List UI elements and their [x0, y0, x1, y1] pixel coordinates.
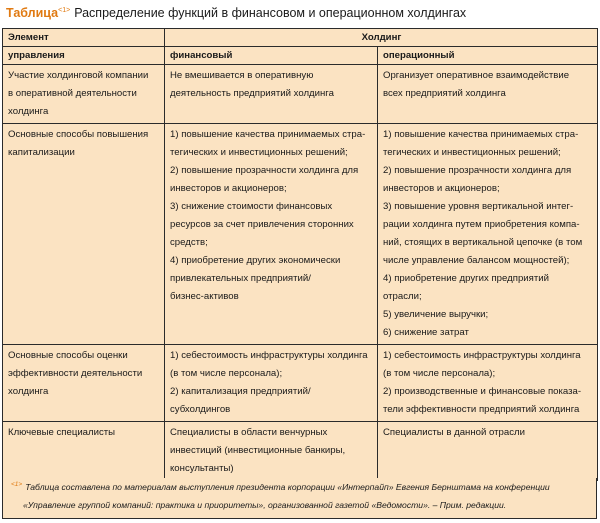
cell-text-line: тегических и инвестиционных решений;	[170, 147, 348, 158]
financial-cell	[165, 124, 378, 345]
footnote-line-2: «Управление группой компаний: практика и приоритеты», организованной газетой «Ведомости». – Прим. редакции.	[23, 500, 507, 510]
cell-text-line: холдинга	[8, 106, 49, 117]
cell-text-line: Специалисты в данной отрасли	[383, 427, 525, 438]
table-row	[3, 124, 598, 345]
cell-text-line: 2) капитализация предприятий/	[170, 386, 311, 397]
cell-text-line: Участие холдинговой компании	[8, 70, 149, 81]
cell-text-line: всех предприятий холдинга	[383, 88, 506, 99]
cell-text-line: отрасли;	[383, 291, 422, 302]
cell-text-line: в оперативной деятельности	[8, 88, 137, 99]
table-title-label: Таблица	[6, 6, 59, 20]
cell-text-line: Специалисты в области венчурных	[170, 427, 328, 438]
cell-text-line: холдинга	[8, 386, 49, 397]
footnote-line-1	[11, 481, 550, 492]
cell-text-line: Ключевые специалисты	[8, 427, 116, 438]
cell-text-line: Не вмешивается в оперативную	[170, 70, 314, 81]
table-row	[3, 345, 598, 422]
cell-text-line: 2) повышение прозрачности холдинга для	[383, 165, 572, 176]
operational-cell	[378, 422, 598, 481]
element-header-line1: Элемент	[3, 29, 165, 47]
cell-text-line: Основные способы оценки	[8, 350, 128, 361]
cell-text-line: 3) повышение уровня вертикальной интег-	[383, 201, 574, 212]
operational-cell	[378, 65, 598, 124]
cell-text-line: 1) себестоимость инфраструктуры холдинга	[383, 350, 581, 361]
table-title-text: Распределение функций в финансовом и операционном холдингах	[74, 6, 467, 20]
cell-text-line: 3) снижение стоимости финансовых	[170, 201, 333, 212]
cell-text-line: 2) повышение прозрачности холдинга для	[170, 165, 359, 176]
cell-text-line: 4) приобретение других экономически	[170, 255, 341, 266]
cell-text-line: инвесторов и акционеров;	[170, 183, 287, 194]
table-body	[3, 65, 598, 481]
cell-text-line: субхолдингов	[170, 404, 231, 415]
table-row	[3, 422, 598, 481]
cell-text-line: ний, стоящих в вертикальной цепочке (в том	[383, 237, 583, 248]
cell-text-line: Основные способы повышения	[8, 129, 149, 140]
cell-text-line: инвестиций (инвестиционные банкиры,	[170, 445, 346, 456]
cell-text-line: Организует оперативное взаимодействие	[383, 70, 570, 81]
financial-cell	[165, 422, 378, 481]
footnote-text-1: Таблица составлена по материалам выступления президента корпорации «Интерпайп» Евгения Бернштама на конференции	[25, 481, 550, 492]
element-header-line2: управления	[3, 47, 165, 65]
element-cell	[3, 422, 165, 481]
cell-text-line: инвесторов и акционеров;	[383, 183, 500, 194]
cell-text-line: 1) повышение качества принимаемых стра-	[170, 129, 366, 140]
footnote-reference-mark: <1>	[58, 6, 71, 14]
operational-column-header: операционный	[378, 47, 598, 65]
cell-text-line: 2) производственные и финансовые показа-	[383, 386, 582, 397]
cell-text-line: средств;	[170, 237, 208, 248]
footnote	[2, 478, 597, 519]
cell-text-line: деятельность предприятий холдинга	[170, 88, 334, 99]
cell-text-line: привлекательных предприятий/	[170, 273, 311, 284]
table-title	[6, 6, 466, 20]
cell-text-line: консультанты)	[170, 463, 234, 474]
cell-text-line: тегических и инвестиционных решений;	[383, 147, 561, 158]
cell-text-line: капитализации	[8, 147, 75, 158]
operational-cell	[378, 345, 598, 422]
footnote-mark: <1>	[11, 481, 23, 488]
element-cell	[3, 124, 165, 345]
cell-text-line: 6) снижение затрат	[383, 327, 469, 338]
cell-text-line: числе управление балансом мощностей);	[383, 255, 570, 266]
header-row-bottom	[3, 47, 598, 65]
element-cell	[3, 345, 165, 422]
financial-column-header: финансовый	[165, 47, 378, 65]
header-row-top	[3, 29, 598, 47]
cell-text-line: бизнес-активов	[170, 291, 239, 302]
cell-text-line: рации холдинга путем приобретения компа-	[383, 219, 580, 230]
cell-text-line: 4) приобретение других предприятий	[383, 273, 549, 284]
cell-text-line: (в том числе персонала);	[170, 368, 283, 379]
cell-text-line: тели эффективности предприятий холдинга	[383, 404, 580, 415]
cell-text-line: (в том числе персонала);	[383, 368, 496, 379]
cell-text-line: ресурсов за счет привлечения сторонних	[170, 219, 354, 230]
element-cell	[3, 65, 165, 124]
cell-text-line: 1) себестоимость инфраструктуры холдинга	[170, 350, 368, 361]
holding-functions-table	[2, 28, 598, 481]
cell-text-line: эффективности деятельности	[8, 368, 143, 379]
financial-cell	[165, 65, 378, 124]
cell-text-line: 5) увеличение выручки;	[383, 309, 489, 320]
operational-cell	[378, 124, 598, 345]
financial-cell	[165, 345, 378, 422]
cell-text-line: 1) повышение качества принимаемых стра-	[383, 129, 579, 140]
table-row	[3, 65, 598, 124]
holding-group-header: Холдинг	[165, 29, 598, 47]
